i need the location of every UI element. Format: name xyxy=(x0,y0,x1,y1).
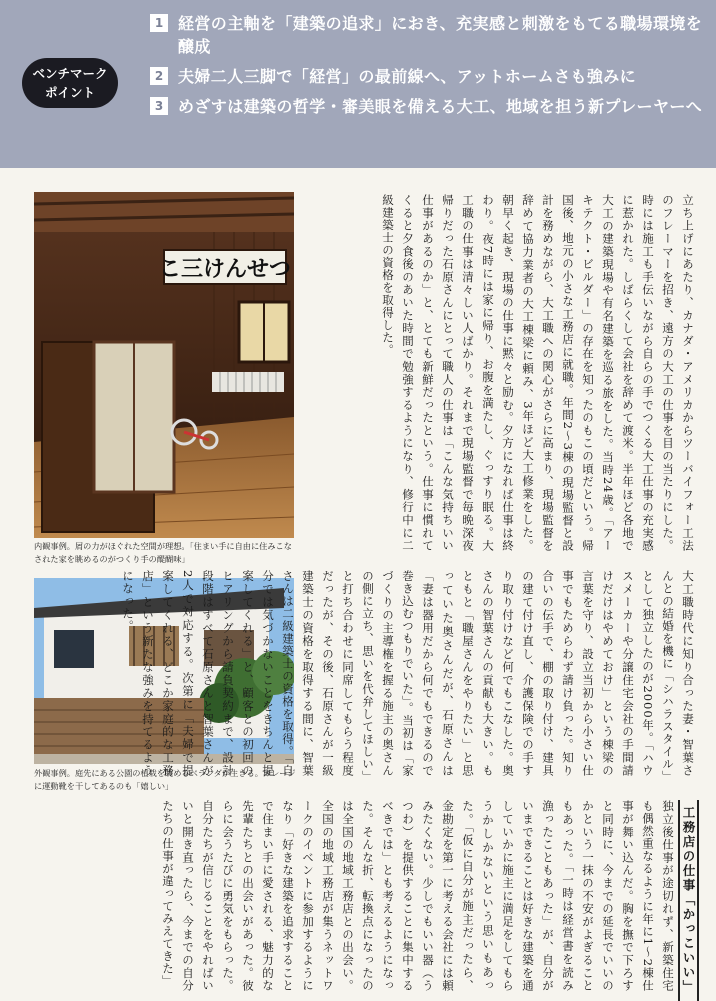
benchmark-badge xyxy=(22,58,118,108)
article-column-middle: 大工職時代に知り合った妻・智葉さんとの結婚を機に「シハラスタイル」として独立したのが2000年。「ハウスメーカーや分譲住宅会社の手間請けだけはやめておけ」という棟梁の言葉を守り、設立当初から小さい仕事でもためらわず請け負った。知り合いの伝手で、棚の取り付け、建具の建て付け直し、介護保険での手すり取り付けなど何でもこなした。奥さんの智葉さんの貢献も大きい。もともと「職屋さんをやりたい」と思っていた奥さんだが、石原さんは「妻は器用だから何でもできるので巻き込むつもりでいた」。当初は「家づくりの主導権を握る施主の奥さんの側に立ち、思いを代弁してほしい」と打ち合わせに同席してもらう程度だったが、その後、石原さんが一級建築士の資格を取得する間に、智葉さんは二級建築士の資格を取得。「自分では気づかないことをきちんと提案してくれる」と、顧客との初回のヒアリングから請負契約まで、設計段階はすべて石原さんと智葉さんが2人で対応する。次第に「夫婦で提案してくれる、どこか家庭的な工務店」という新たな強みを持てるようになった。 xyxy=(121,570,695,777)
section-body: 独立後仕事が途切れず、新築住宅も偶然重なるように年に1〜2棟仕事が舞い込んだ。胸を撫で下ろすと同時に、今までの延長でいいのかという一抹の不安がよぎることもあった。「一時は経営書を読み漁ったこともあった」が、自分がいまできることは好きな建築を通していかに施主に満足をしてもらうかしかないという思いもあった。「仮に自分が施主だったら、金勘定を第一に考える会社には頼みたくない。少しでもいい器（うつわ）を提供することに集中するべきでは」とも考えるようになった。そんな折、転換点になったのは全国の地域工務店との出会い。全国の地域工務店が集うネットワークのイベントに参加するようになり「好きな建築を追求することで住まい手に愛される、魅力的な先輩たちとの出会いがあった。彼らに会うたびに勇気をもらった。自分たちが信じることをやればいいと開き直ったら、今までの自分たちの仕事が違ってみえてきた」 xyxy=(161,800,675,992)
benchmark-point-1 xyxy=(150,12,710,58)
benchmark-point-2 xyxy=(150,65,710,88)
point-number: 2 xyxy=(150,67,168,85)
company-sign-text: こ三けんせつ xyxy=(158,257,292,282)
point-text: 夫婦二人三脚で「経営」の最前線へ、アットホームさも強みに xyxy=(178,67,637,86)
benchmark-points xyxy=(150,12,710,125)
interior-photo-illustration xyxy=(34,192,294,538)
point-number: 1 xyxy=(150,14,168,32)
point-number: 3 xyxy=(150,97,168,115)
badge-line-1: ベンチマーク xyxy=(32,66,108,81)
point-text: めざすは建築の哲学・審美眼を備える大工、地域を担う新プレーヤーへ xyxy=(178,97,703,116)
article-column-lower xyxy=(38,800,698,995)
section-heading: 工務店の仕事「かっこいい」 xyxy=(678,800,699,1001)
article-column-upper: 立ち上げにあたり、カナダ・アメリカからツーバイフォー工法のフレーマーを招き、遠方の大工の仕事を目の当たりにした。時には施工も手伝いながら自らの手でつくる大工仕事の充実感に惹かれた。しばらくして会社を辞めて渡米。半年ほど各地で大工の建築現場や有名建築を巡る旅をした。当時24歳。「アーキテクト・ビルダー」の存在を知ったのもこの頃だという。帰国後、地元の小さな工務店に就職。年間2〜3棟の現場監督と設計を務めながら、大工職への関心がさらに高まり、現場監督を辞めて協力業者の大工棟梁に頼み、3年ほど大工修業をした。朝早く起き、現場の仕事に黙々と励む。夕方になれば仕事は終わり。夜7時には家に帰り、お腹を満たし、ぐっすり眠る。大工職の仕事は清々しい人ばかり。それまで現場監督で毎晩深夜帰りだった石原さんにとって職人の仕事は「こんな気持ちいい仕事があるのか」と、とても新鮮だったという。仕事に慣れてくると夕食後のあいた時間で勉強するようになり、修行中に二級建築士の資格を取得した。 xyxy=(381,194,695,552)
badge-line-2: ポイント xyxy=(44,85,95,100)
benchmark-band xyxy=(0,0,716,168)
interior-photo-caption: 内観事例。屑の力がほぐれた空間が理想。「住まい手に自由に住みこなされた家を眺めるのがつくり手の醍醐味」 xyxy=(34,541,292,564)
point-text: 経営の主軸を「建築の追求」におき、充実感と刺激をもてる職場環境を醸成 xyxy=(178,14,703,56)
exterior-photo-caption: 外観事例。庭先にある公園の植栽を眺めるベランダが生きる。ガレージに運動靴を干してあるのも「嬉しい」 xyxy=(34,768,296,791)
benchmark-point-3 xyxy=(150,95,710,118)
interior-photo xyxy=(34,192,294,538)
